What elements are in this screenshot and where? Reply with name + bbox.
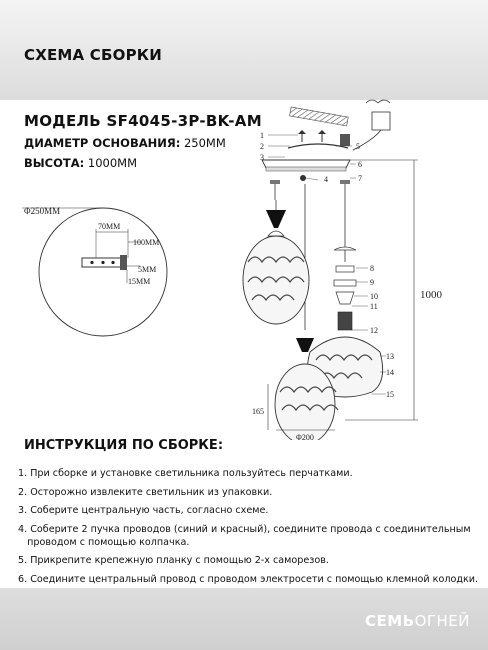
model-title: МОДЕЛЬ SF4045-3P-BK-AM: [24, 112, 262, 130]
shade-cup: [336, 292, 354, 304]
callout-14: 14: [386, 368, 394, 377]
callout-6: 6: [358, 160, 362, 169]
bracket-length-label: 100MM: [133, 238, 160, 247]
callout-3: 3: [260, 153, 264, 162]
instruction-step: 6. Соедините центральный провод с проводом электросети с помощью клемной колодки.: [18, 573, 479, 585]
canopy-rim: [266, 167, 346, 171]
shade-washer: [336, 266, 354, 272]
callout-13: 13: [386, 352, 394, 361]
instruction-step: 3. Соберите центральную часть, согласно схеме.: [18, 505, 269, 516]
shade-globe: [243, 236, 309, 324]
page-title: СХЕМА СБОРКИ: [24, 46, 162, 64]
brand-regular-part: ОГНЕЙ: [414, 612, 470, 630]
callout-9: 9: [370, 278, 374, 287]
callout-12: 12: [370, 326, 378, 335]
callout-5: 5: [356, 142, 360, 151]
bracket-thick-label: 5MM: [138, 265, 157, 274]
shade-ring: [334, 247, 356, 250]
screw-hole-icon: [111, 261, 114, 264]
lamp-socket-icon: [338, 312, 352, 330]
callout-10: 10: [370, 292, 378, 301]
base-detail: [22, 206, 167, 336]
cord-grip: [340, 180, 350, 184]
callout-7: 7: [358, 174, 362, 183]
shade-height-label: 165: [252, 407, 264, 416]
shade-diameter-label: Φ200: [296, 433, 314, 440]
callout-leader: [306, 178, 318, 180]
instruction-steps: [18, 468, 483, 592]
shade-left: [243, 200, 309, 324]
callout-15: 15: [386, 390, 394, 399]
instruction-step: 2. Осторожно извлеките светильник из упаковки.: [18, 486, 273, 498]
shade-cap: [296, 338, 314, 352]
cord-grip: [270, 180, 280, 184]
connector-cap-icon: [340, 134, 350, 146]
instruction-step: 4. Соберите 2 пучка проводов (синий и красный), соедините провода с соединительным: [18, 523, 471, 535]
base-diameter-value: 250ММ: [183, 136, 226, 150]
screw-hole-icon: [101, 261, 104, 264]
canopy-screw-icon: [300, 175, 306, 181]
brand-logo: [365, 612, 470, 630]
screw-icon: [298, 130, 306, 134]
callout-11: 11: [370, 302, 378, 311]
bracket-tab: [120, 255, 127, 270]
instruction-step: проводом с помощью колпачка.: [18, 536, 190, 548]
callout-2: 2: [260, 142, 264, 151]
canopy: [262, 160, 350, 184]
callout-8: 8: [370, 264, 374, 273]
height-value: 1000ММ: [87, 156, 138, 170]
bracket-depth-label: 15MM: [128, 277, 151, 286]
screw-hole-icon: [90, 261, 93, 264]
shade-neck: [268, 231, 284, 236]
shade-height-dimension: [252, 384, 268, 430]
height-label: ВЫСОТА:: [24, 156, 85, 170]
mains-wire: [366, 100, 390, 103]
ceiling-parts: [288, 100, 390, 150]
instruction-step: 5. Прикрепите крепежную планку с помощью 2-х саморезов.: [18, 555, 329, 566]
base-diameter-label: ДИАМЕТР ОСНОВАНИЯ:: [24, 136, 181, 150]
total-height-label: 1000: [420, 289, 442, 301]
screw-icon: [318, 130, 326, 134]
shade-cap: [266, 210, 286, 228]
bracket-width-label: 70MM: [98, 222, 121, 231]
instruction-step: 1. При сборке и установке светильника пользуйтесь перчатками.: [18, 468, 353, 479]
ceiling-plate: [290, 107, 349, 126]
base-diameter-label: Φ250MM: [24, 206, 61, 216]
callout-4: 4: [324, 175, 328, 184]
shade-collar: [334, 280, 356, 286]
brand-bold-part: СЕМЬ: [364, 612, 415, 630]
shade-globe: [275, 364, 335, 440]
callout-1: 1: [260, 131, 264, 140]
terminal-block-icon: [372, 112, 390, 130]
instructions-heading: ИНСТРУКЦИЯ ПО СБОРКЕ:: [24, 438, 224, 453]
